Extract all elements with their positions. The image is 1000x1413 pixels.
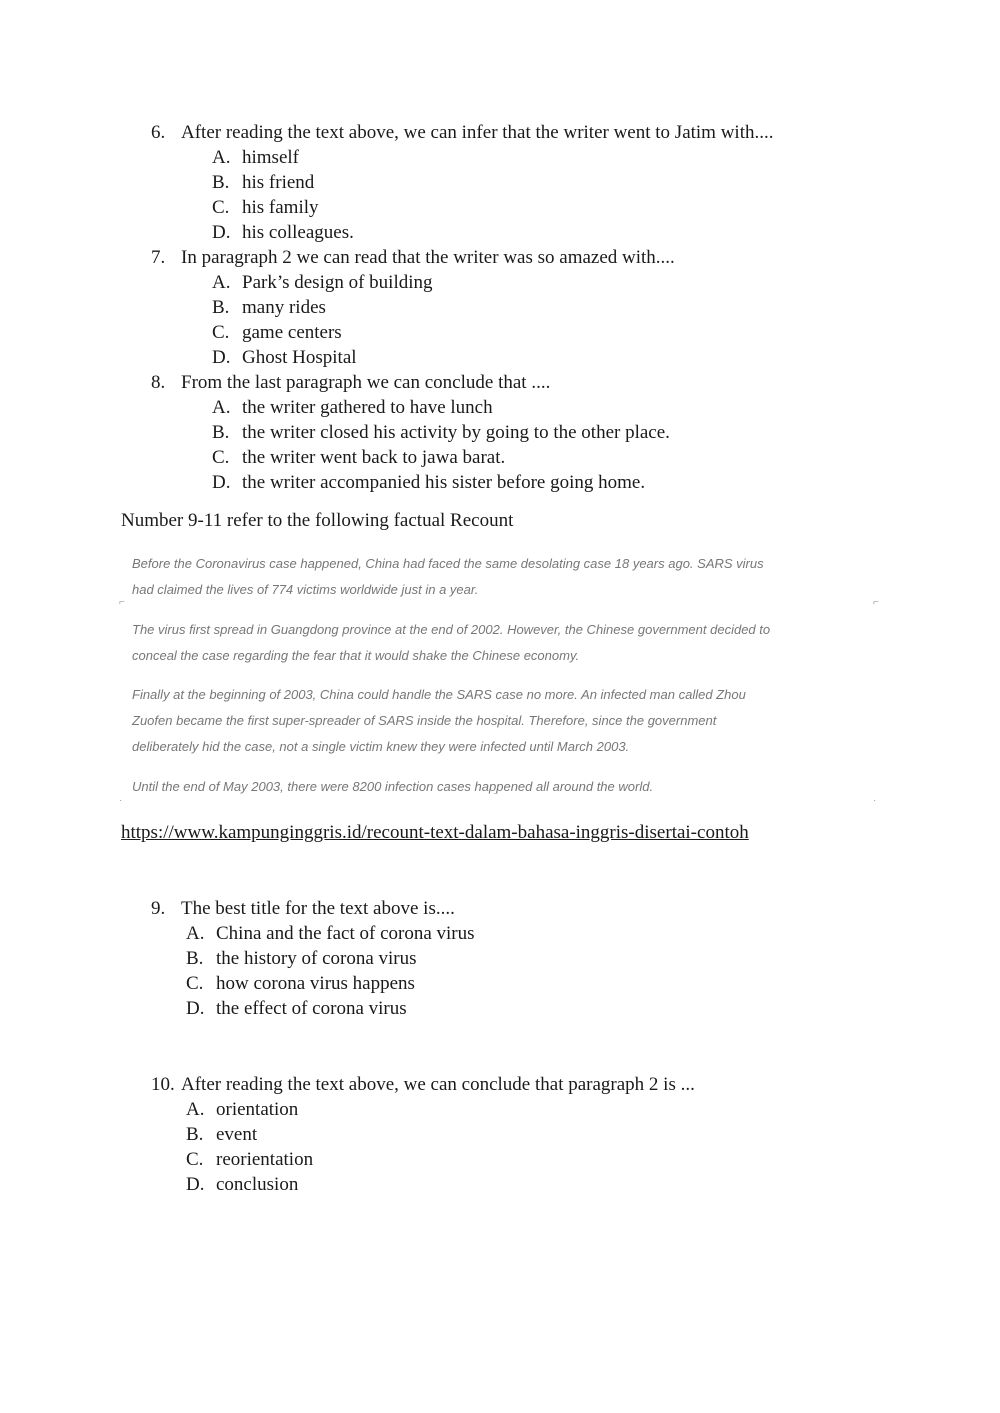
option-6c xyxy=(212,195,319,220)
passage-line: conceal the case regarding the fear that it would shake the Chinese economy. xyxy=(132,648,580,663)
option-9c xyxy=(186,971,415,996)
passage-line: Finally at the beginning of 2003, China could handle the SARS case no more. An infected man called Zhou xyxy=(132,687,746,702)
option-text: China and the fact of corona virus xyxy=(216,923,475,944)
option-text: the writer gathered to have lunch xyxy=(242,397,493,418)
crop-mark-bottom-left: · xyxy=(119,795,123,806)
option-9d xyxy=(186,996,407,1021)
question-text: After reading the text above, we can infer that the writer went to Jatim with.... xyxy=(181,122,774,143)
source-link[interactable]: https://www.kampunginggris.id/recount-text-dalam-bahasa-inggris-disertai-contoh xyxy=(121,822,749,843)
option-6d xyxy=(212,220,354,245)
passage-line: Before the Coronavirus case happened, China had faced the same desolating case 18 years ago. SARS virus xyxy=(132,556,764,571)
question-7 xyxy=(151,245,951,270)
section-intro: Number 9-11 refer to the following factual Recount xyxy=(121,510,514,531)
option-text: many rides xyxy=(242,297,326,318)
passage-line: had claimed the lives of 774 victims worldwide just in a year. xyxy=(132,582,479,597)
option-letter: D. xyxy=(212,222,231,243)
option-text: how corona virus happens xyxy=(216,973,415,994)
option-9a xyxy=(186,921,475,946)
option-7a xyxy=(212,270,433,295)
question-9 xyxy=(151,896,951,921)
option-7d xyxy=(212,345,357,370)
option-letter: C. xyxy=(212,322,230,343)
option-7b xyxy=(212,295,326,320)
option-letter: B. xyxy=(212,422,230,443)
question-6 xyxy=(151,120,951,145)
option-letter: A. xyxy=(212,147,231,168)
option-10a xyxy=(186,1097,298,1122)
option-letter: C. xyxy=(186,1149,204,1170)
option-text: the writer closed his activity by going to the other place. xyxy=(242,422,670,443)
option-text: himself xyxy=(242,147,299,168)
option-letter: B. xyxy=(212,297,230,318)
crop-mark-left: ⌐ xyxy=(119,597,125,608)
option-10d xyxy=(186,1172,298,1197)
option-8b xyxy=(212,420,670,445)
option-letter: D. xyxy=(186,1174,205,1195)
question-number: 8. xyxy=(151,372,166,393)
crop-mark-bottom-right: · xyxy=(873,795,877,806)
option-9b xyxy=(186,946,417,971)
option-letter: A. xyxy=(212,272,231,293)
option-text: orientation xyxy=(216,1099,299,1120)
option-8a xyxy=(212,395,493,420)
option-letter: A. xyxy=(212,397,231,418)
question-text: In paragraph 2 we can read that the writer was so amazed with.... xyxy=(181,247,675,268)
option-letter: B. xyxy=(186,1124,204,1145)
option-8c xyxy=(212,445,505,470)
question-10 xyxy=(151,1072,951,1097)
option-letter: C. xyxy=(186,973,204,994)
option-text: event xyxy=(216,1124,258,1145)
option-letter: B. xyxy=(186,948,204,969)
option-text: reorientation xyxy=(216,1149,314,1170)
option-text: the history of corona virus xyxy=(216,948,417,969)
option-10c xyxy=(186,1147,313,1172)
option-text: Ghost Hospital xyxy=(242,347,357,368)
option-letter: D. xyxy=(186,998,205,1019)
option-text: game centers xyxy=(242,322,342,343)
question-text: The best title for the text above is.... xyxy=(181,898,455,919)
option-text: the writer went back to jawa barat. xyxy=(242,447,506,468)
question-8 xyxy=(151,370,951,395)
option-text: conclusion xyxy=(216,1174,299,1195)
option-text: his colleagues. xyxy=(242,222,354,243)
option-text: Park’s design of building xyxy=(242,272,433,293)
option-8d xyxy=(212,470,645,495)
option-letter: D. xyxy=(212,472,231,493)
passage-line: deliberately hid the case, not a single victim knew they were infected until March 2003. xyxy=(132,739,630,754)
option-letter: A. xyxy=(186,923,205,944)
question-number: 10. xyxy=(151,1074,175,1095)
option-letter: D. xyxy=(212,347,231,368)
option-6b xyxy=(212,170,314,195)
question-number: 7. xyxy=(151,247,166,268)
option-10b xyxy=(186,1122,257,1147)
option-text: the effect of corona virus xyxy=(216,998,407,1019)
option-letter: C. xyxy=(212,197,230,218)
question-number: 6. xyxy=(151,122,166,143)
option-text: his friend xyxy=(242,172,315,193)
option-6a xyxy=(212,145,299,170)
passage-line: Until the end of May 2003, there were 8200 infection cases happened all around the world. xyxy=(132,779,654,794)
question-number: 9. xyxy=(151,898,166,919)
option-text: the writer accompanied his sister before going home. xyxy=(242,472,646,493)
option-7c xyxy=(212,320,342,345)
option-letter: B. xyxy=(212,172,230,193)
crop-mark-right: ⌐ xyxy=(873,597,879,608)
crop-mark-bottom-mid: ‾ xyxy=(494,793,498,804)
option-text: his family xyxy=(242,197,319,218)
option-letter: A. xyxy=(186,1099,205,1120)
passage-line: Zuofen became the first super-spreader of SARS inside the hospital. Therefore, since the government xyxy=(132,713,717,728)
question-text: From the last paragraph we can conclude that .... xyxy=(181,372,551,393)
option-letter: C. xyxy=(212,447,230,468)
passage-line: The virus first spread in Guangdong province at the end of 2002. However, the Chinese government decided to xyxy=(132,622,771,637)
question-text: After reading the text above, we can conclude that paragraph 2 is ... xyxy=(181,1074,695,1095)
